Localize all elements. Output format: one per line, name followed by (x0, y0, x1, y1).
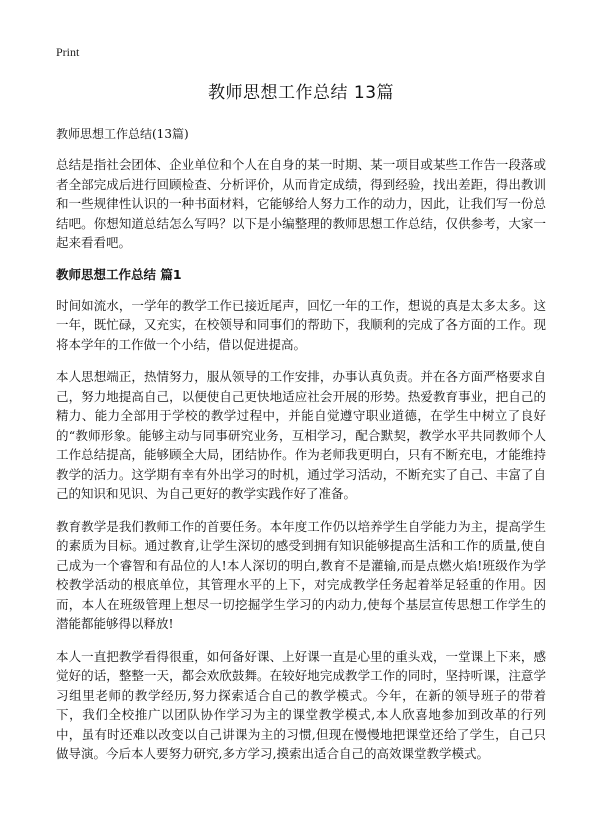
body-paragraph: 教育教学是我们教师工作的首要任务。本年度工作仍以培养学生自学能力为主，提高学生的素质为目标。通过教育,让学生深切的感受到拥有知识能够提高生活和工作的质量,使自己成为一个睿智和有品位的人!本人深切的明白,教育不是灌输,而是点燃火焰!班级作为学校教学活动的根底单位，其管理水平的上下，对完成教学任务起着举足轻重的作用。因而，本人在班级管理上想尽一切挖掘学生学习的内动力,使每个基层宣传思想工作学生的潜能都能够得以释放! (56, 518, 546, 631)
section-heading: 教师思想工作总结 篇1 (56, 266, 182, 282)
intro-paragraph: 总结是指社会团体、企业单位和个人在自身的某一时期、某一项目或某些工作告一段落或者全部完成后进行回顾检查、分析评价，从而肯定成绩，得到经验，找出差距，得出教训和一些规律性认识的一种书面材料，它能够给人努力工作的动力，因此，让我们写一份总结吧。你想知道总结怎么写吗？以下是小编整理的教师思想工作总结，仅供参考，大家一起来看看吧。 (56, 157, 546, 250)
body-paragraph: 时间如流水，一学年的教学工作已接近尾声，回忆一年的工作，想说的真是太多太多。这一年，既忙碌，又充实，在校领导和同事们的帮助下，我顺利的完成了各方面的工作。现将本学年的工作做一个小结，借以促进提高。 (56, 297, 546, 352)
body-paragraph: 本人一直把教学看得很重，如何备好课、上好课一直是心里的重头戏，一堂课上下来，感觉好的话，整整一天，都会欢欣鼓舞。在较好地完成教学工作的同时，坚持听课，注意学习组里老师的教学经历,努力探索适合自己的教学模式。今年，在新的领导班子的带着下，我们全校推广以团队协作学习为主的课堂教学模式,本人欣喜地参加到改革的行列中，虽有时还难以改变以自己讲课为主的习惯,但现在慢慢地把课堂还给了学生，自己只做导演。今后本人要努力研究,多方学习,摸索出适合自己的高效课堂教学模式。 (56, 648, 546, 761)
document-subtitle: 教师思想工作总结(13篇) (56, 127, 189, 141)
document-body (56, 78, 546, 777)
print-link[interactable]: Print (56, 45, 80, 59)
page-title: 教师思想工作总结 13篇 (207, 83, 395, 103)
body-paragraph: 本人思想端正，热情努力，服从领导的工作安排，办事认真负责。并在各方面严格要求自己，努力地提高自己，以便使自己更快地适应社会开展的形势。热爱教育事业，把自己的精力、能力全部用于学校的教学过程中，并能自觉遵守职业道德，在学生中树立了良好的“教师形象。能够主动与同事研究业务，互相学习，配合默契，教学水平共同教师个人工作总结提高，能够顾全大局，团结协作。作为老师我更明白，只有不断充电，才能维持教学的活力。这学期有幸有外出学习的时机，通过学习活动，不断充实了自己、丰富了自己的知识和见识、为自己更好的教学实践作好了准备。 (56, 369, 546, 501)
